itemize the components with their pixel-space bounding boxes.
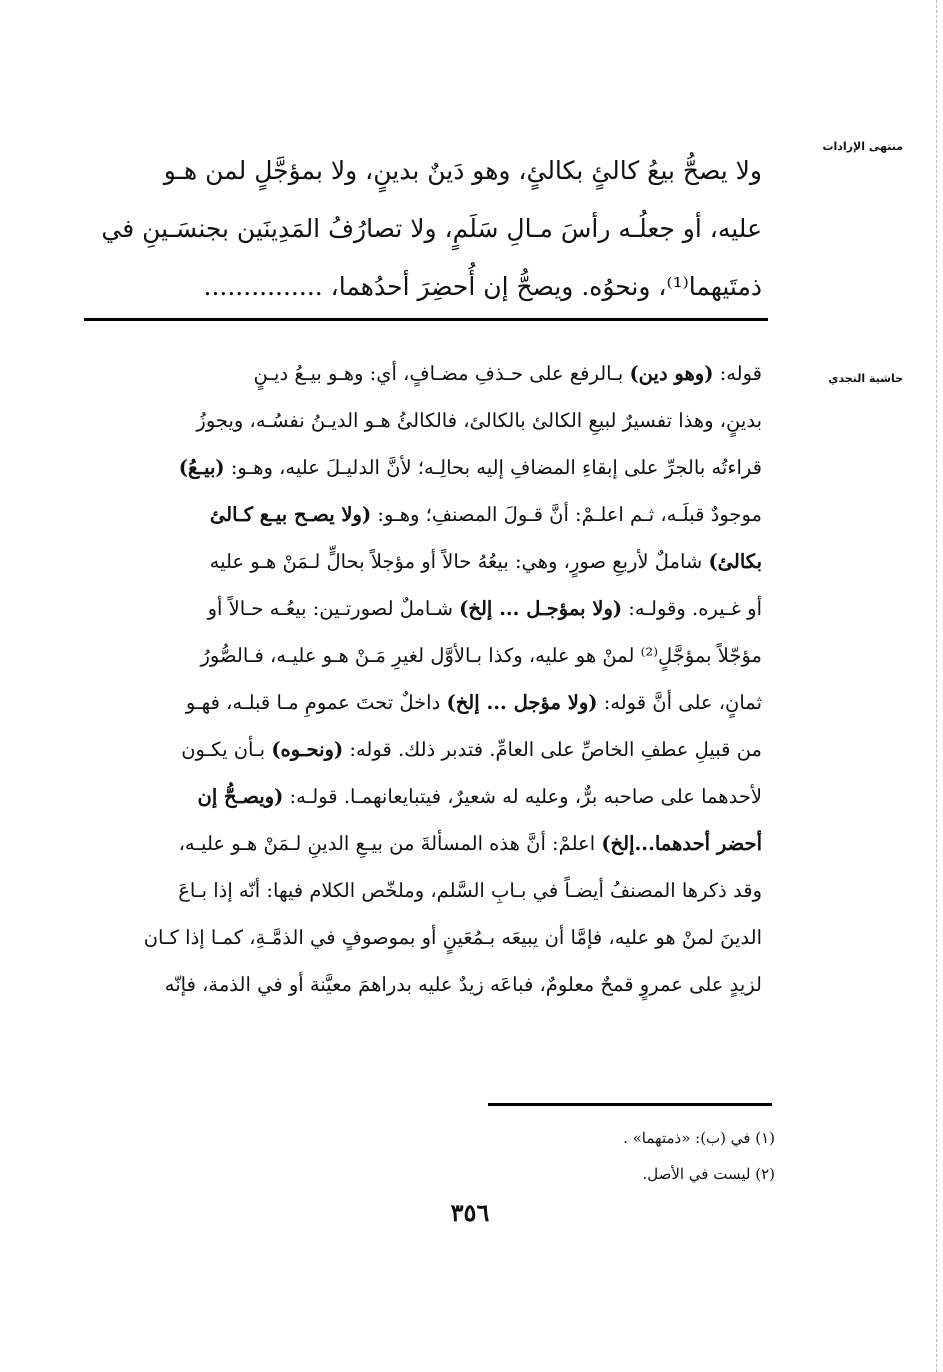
quoted-text: (وهو دين) (629, 362, 714, 385)
hashiya-line (78, 867, 762, 914)
hashiya-line (78, 491, 762, 538)
commentary-text: موجودٌ قبلَـه، ثـم اعلـمْ: أنَّ قـولَ المصنفِ؛ وهـو: (371, 503, 762, 526)
commentary-text: بدينٍ، وهذا تفسيرٌ لبيعِ الكالئ بالكالئ، فالكالئُ هـو الديـنُ نفسُـه، ويجوزُ (196, 409, 762, 432)
matn-text (78, 142, 762, 316)
hashiya-text (78, 350, 762, 1008)
footnote-item: (٢) ليست في الأصل. (642, 1165, 775, 1183)
commentary-text: بـأن يكـون (181, 738, 272, 761)
quoted-text: (بيـعُ) (178, 456, 225, 479)
commentary-text: لزيدٍ على عمروٍ قمحٌ معلومٌ، فباعَه زيدٌ عليه بدراهمَ معيَّنة أو في الذمة، فإنّه (164, 973, 762, 996)
scan-edge-line (935, 0, 937, 1372)
commentary-text: شـاملٌ لصورتـين: بيعُـه حـالاً أو (207, 597, 460, 620)
footnotes (420, 1120, 775, 1192)
hashiya-line (78, 914, 762, 961)
hashiya-line (78, 444, 762, 491)
hashiya-line (78, 726, 762, 773)
commentary-text: اعلمْ: أنَّ هذه المسألةَ من بيـعِ الدينِ لـمَنْ هـو عليـه، (178, 832, 602, 855)
hashiya-line (78, 820, 762, 867)
hashiya-line (78, 632, 762, 679)
quoted-text: بكالئ) (708, 550, 762, 573)
commentary-text: شاملٌ لأربعِ صورٍ، وهي: بيعُهُ حالاً أو مؤجلاً بحالٍّ لـمَنْ هـو عليه (209, 550, 709, 573)
side-label-hashiya: حاشية النجدي (828, 372, 903, 385)
commentary-text: وقد ذكرها المصنفُ أيضـاً في بـابِ السَّلم، وملخّص الكلام فيها: أنّه إذا بـاعَ (178, 879, 762, 902)
page-number: ٣٥٦ (450, 1198, 490, 1227)
commentary-text: داخلٌ تحتَ عمومِ مـا قبلـه، فهـو (185, 691, 447, 714)
quoted-text: (ولا يصـح بيـع كـالئ (209, 503, 372, 526)
hashiya-line (78, 538, 762, 585)
hashiya-line (78, 961, 762, 1008)
commentary-text: لأحدهما على صاحبه برٌّ، وعليه له شعيرٌ، فيتبايعانهمـا. قولـه: (283, 785, 762, 808)
quoted-text: (ونحـوه) (271, 738, 344, 761)
commentary-text: مؤجّلاً بمؤجَّلٍ⁽²⁾ لمنْ هو عليه، وكذا بـالأوَّل لغيرِ مَـنْ هـو عليـه، فـالصُّورُ (200, 644, 762, 667)
commentary-text: قوله: (713, 362, 762, 385)
commentary-text: ثمانٍ، على أنَّ قوله: (597, 691, 762, 714)
commentary-text: الدينَ لمنْ هو عليه، فإمَّا أن يبيعَه بـمُعَينٍ أو بموصوفٍ في الذمَّـةِ، كمـا إذا كـان (143, 926, 762, 949)
commentary-text: بـالرفع على حـذفِ مضـافٍ، أي: وهـو بيـعُ ديـنٍ (253, 362, 630, 385)
commentary-text: أو غـيره. وقولـه: (622, 597, 762, 620)
commentary-text: قراءتُه بالجرِّ على إبقاءِ المضافِ إليه بحالِـه؛ لأنَّ الدليـلَ عليه، وهـو: (224, 456, 762, 479)
hashiya-line (78, 773, 762, 820)
quoted-text: (ويصـحُّ إن (197, 785, 284, 808)
matn-line: ذمتَيهما⁽¹⁾، ونحوُه. ويصحُّ إن أُحضِرَ أحدُهما، ............... (203, 272, 762, 301)
hashiya-line (78, 397, 762, 444)
section-divider (84, 318, 768, 321)
footnote-divider (488, 1103, 772, 1106)
quoted-text: (ولا مؤجل ... إلخ) (446, 691, 598, 714)
hashiya-line (78, 585, 762, 632)
hashiya-line (78, 679, 762, 726)
side-label-matn: منتهى الإرادات (822, 140, 903, 153)
footnote-item: (١) في (ب): «ذمتهما» . (623, 1129, 775, 1147)
hashiya-line (78, 350, 762, 397)
quoted-text: (ولا بمؤجـل ... إلخ) (459, 597, 623, 620)
matn-line: عليه، أو جعلُـه رأسَ مـالِ سَلَمٍ، ولا تصارُفُ المَدِينَين بجنسَـينِ في (101, 214, 762, 243)
matn-line: ولا يصحُّ بيعُ كالئٍ بكالئٍ، وهو دَينٌ بدينٍ، ولا بمؤجَّلٍ لمن هـو (163, 156, 762, 185)
commentary-text: من قبيلِ عطفِ الخاصِّ على العامِّ. فتدبر ذلك. قوله: (343, 738, 762, 761)
quoted-text: أحضر أحدهما...إلخ) (601, 832, 762, 855)
